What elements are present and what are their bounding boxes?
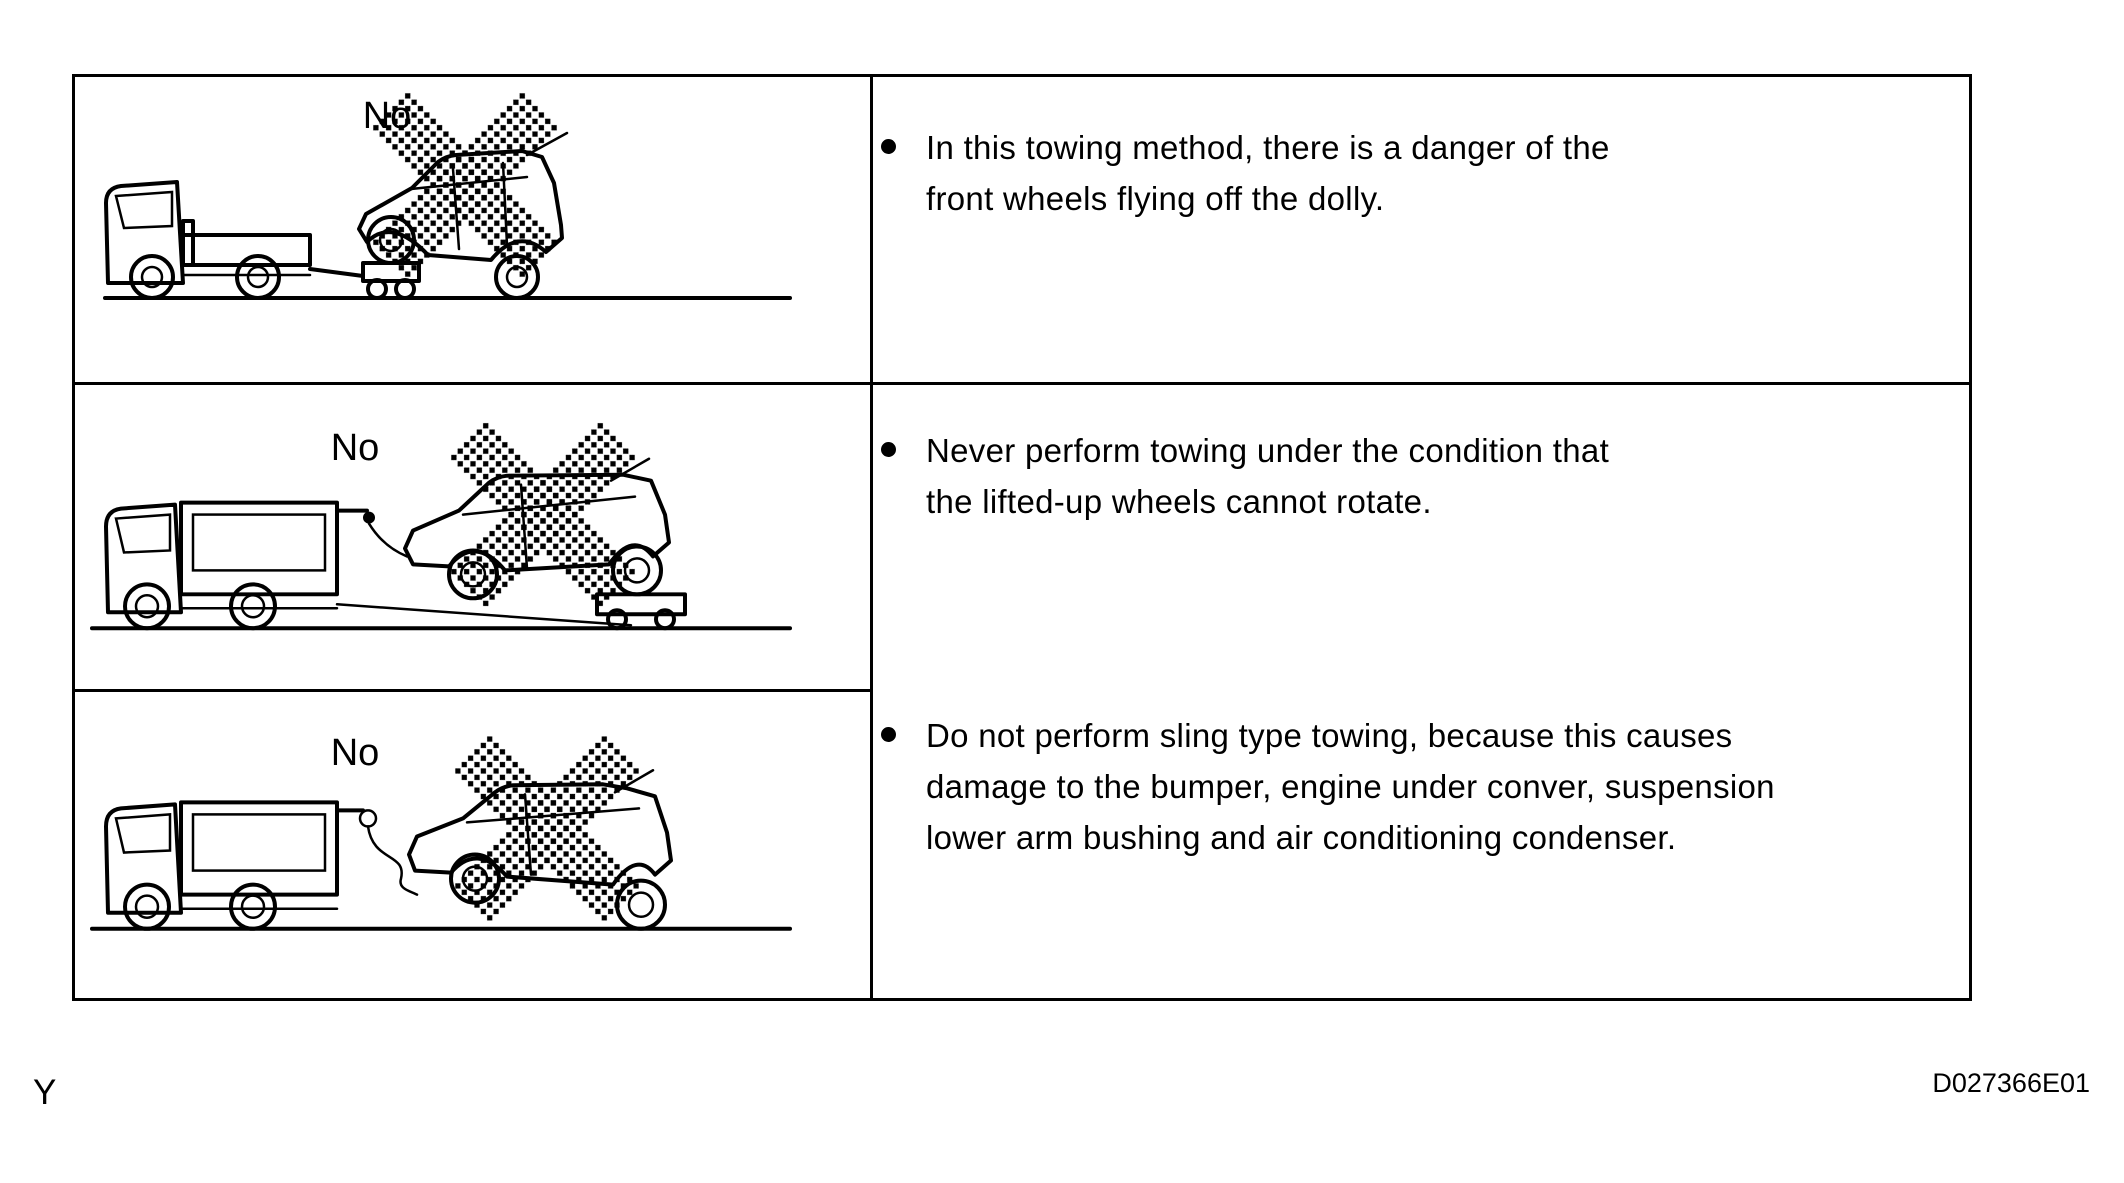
flatbed-truck — [106, 182, 310, 298]
bullet-line: Do not perform sling type towing, because this causes — [926, 717, 1733, 754]
bullet-icon — [881, 139, 896, 154]
no-label: No — [362, 95, 412, 137]
bullet-item — [877, 710, 1969, 863]
bullet-item — [877, 122, 1969, 224]
row3-illustration-cell — [75, 692, 873, 998]
bullet-line: Never perform towing under the condition that — [926, 432, 1610, 469]
tow-drawbar — [310, 269, 363, 276]
tow-hook-icon — [363, 512, 375, 524]
figure-code: D027366E01 — [1932, 1068, 2090, 1098]
bullet-line: In this towing method, there is a danger of the — [926, 129, 1610, 166]
dolly-towing-illustration — [75, 77, 870, 382]
bullet-item — [877, 425, 1969, 527]
footer-page-marker: Y — [33, 1073, 57, 1112]
bullet-line: the lifted-up wheels cannot rotate. — [926, 483, 1432, 520]
box-truck — [106, 503, 375, 629]
bullet-line: front wheels flying off the dolly. — [926, 180, 1385, 217]
locked-wheel-towing-illustration — [75, 385, 870, 689]
bullet-text — [926, 122, 1610, 224]
prohibited-x-mark — [448, 419, 639, 609]
box-truck — [106, 802, 376, 928]
rows2-3-text-cell — [873, 385, 1969, 998]
row2-illustration-cell — [75, 385, 873, 692]
tow-hook-ring-icon — [360, 810, 376, 826]
no-label: No — [330, 427, 380, 469]
tow-cable — [369, 524, 407, 557]
sling-towing-illustration — [75, 692, 870, 998]
no-label: No — [330, 732, 380, 774]
bullet-line: damage to the bumper, engine under conver, suspension — [926, 768, 1775, 805]
bullet-text — [926, 710, 1775, 863]
bullet-line: lower arm bushing and air conditioning condenser. — [926, 819, 1677, 856]
prohibited-x-mark — [452, 733, 643, 925]
towing-warning-table — [72, 74, 1972, 1001]
bullet-text — [926, 425, 1609, 527]
bullet-icon — [881, 442, 896, 457]
bullet-icon — [881, 727, 896, 742]
row1-text-cell — [873, 77, 1969, 385]
row1-illustration-cell — [75, 77, 873, 385]
